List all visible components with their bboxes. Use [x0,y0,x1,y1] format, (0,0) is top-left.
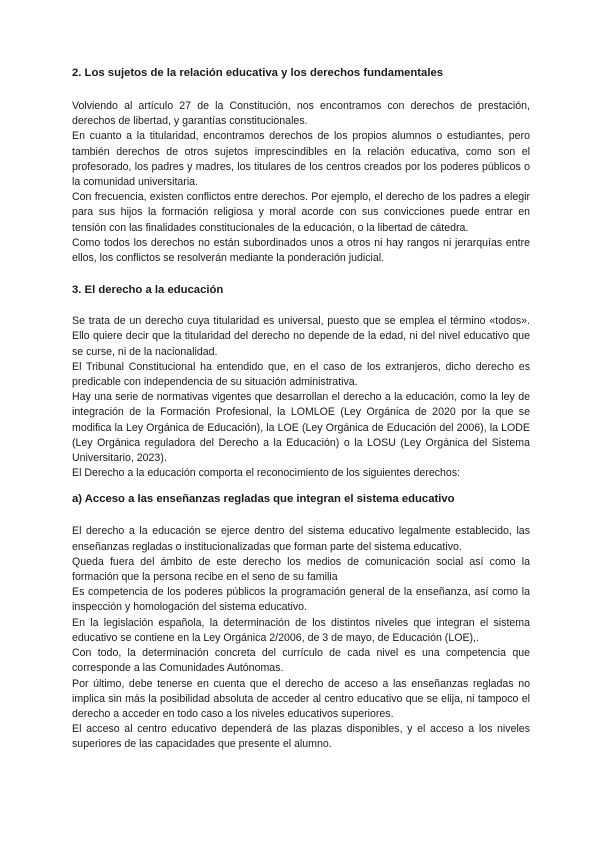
section-3-paragraph-1: Se trata de un derecho cuya titularidad es universal, puesto que se emplea el término «todos». Ello quiere decir que la titularidad del derecho no depende de la edad, ni del nivel educativo que se curse, ni de la nacionalidad. [72,315,530,358]
section-a-paragraph-3: Es competencia de los poderes públicos la programación general de la enseñanza, así como la inspección y homologación del sistema educativo. [72,586,530,614]
section-3-heading: 3. El derecho a la educación [72,284,224,297]
section-2-paragraph-2: En cuanto a la titularidad, encontramos derechos de los propios alumnos o estudiantes, pero también derechos de otros sujetos imprescindibles en la relación educativa, como son el profesorado, los padres y madres, los titulares de los centros creados por los poderes públicos o la comunidad universitaria. [72,130,530,189]
section-a-heading: a) Acceso a las enseñanzas regladas que integran el sistema educativo [72,493,455,506]
section-2-heading: 2. Los sujetos de la relación educativa y los derechos fundamentales [72,67,444,79]
section-3-paragraph-4: El Derecho a la educación comporta el reconocimiento de los siguientes derechos: [72,467,461,480]
section-a-paragraph-5: Con todo, la determinación concreta del currículo de cada nivel es una competencia que corresponde a las Comunidades Autónomas. [72,647,530,675]
section-a-paragraph-7: El acceso al centro educativo dependerá de las plazas disponibles, y el acceso a los niveles superiores de las capacidades que presente el alumno. [72,723,530,751]
section-2-paragraph-1: Volviendo al artículo 27 de la Constitución, nos encontramos con derechos de prestación, derechos de libertad, y garantías constitucionales. [72,100,530,128]
section-a-paragraph-6: Por último, debe tenerse en cuenta que el derecho de acceso a las enseñanzas regladas no implica sin más la posibilidad absoluta de acceder al centro educativo que se elija, ni tampoco el derecho a acceder en todo caso a los niveles educativos superiores. [72,677,530,720]
section-2-paragraph-3: Con frecuencia, existen conflictos entre derechos. Por ejemplo, el derecho de los padres a elegir para sus hijos la formación religiosa y moral acorde con sus convicciones puede entrar en tensión con las finalidades constitucionales de la educación, o la libertad de cátedra. [72,191,530,234]
section-a-paragraph-2: Queda fuera del ámbito de este derecho los medios de comunicación social así como la formación que la persona recibe en el seno de su familia [72,555,530,584]
section-3-paragraph-3: Hay una serie de normativas vigentes que desarrollan el derecho a la educación, como la ley de integración de la Formación Profesional, la LOMLOE (Ley Orgánica de 2020 por la que se modifica la Ley Orgánica de Educación), la LOE (Ley Orgánica de Educación del 2006), la LODE (Ley Orgánica reguladora del Derecho a la Educación) o la LOSU (Ley Orgánica del Sistema Universitario, 2023). [72,391,530,465]
section-a-paragraph-1: El derecho a la educación se ejerce dentro del sistema educativo legalmente establecido, las enseñanzas regladas o institucionalizadas que forman parte del sistema educativo. [72,525,530,553]
section-3-paragraph-2: El Tribunal Constitucional ha entendido que, en el caso de los extranjeros, dicho derecho es predicable con independencia de su situación administrativa. [72,360,530,389]
section-a-paragraph-4: En la legislación española, la determinación de los distintos niveles que integran el sistema educativo se contiene en la Ley Orgánica 2/2006, de 3 de mayo, de Educación (LOE),. [72,616,530,644]
section-2-paragraph-4: Como todos los derechos no están subordinados unos a otros ni hay rangos ni jerarquías entre ellos, los conflictos se resolverán mediante la ponderación judicial. [72,236,530,265]
